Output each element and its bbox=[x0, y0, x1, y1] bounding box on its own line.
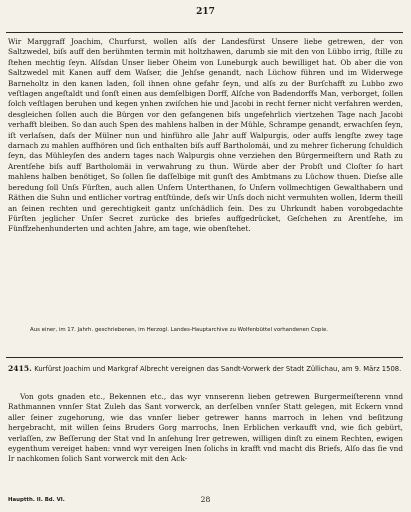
document-heading-text: Kurfürst Joachim und Markgraf Albrecht vereignen das Sandt-Vorwerk der Stadt Züllichau, am 9. März 1508. bbox=[34, 365, 402, 373]
document-number: 2415. bbox=[8, 364, 32, 373]
document-heading bbox=[8, 364, 403, 375]
header-rule bbox=[6, 32, 403, 33]
page-number: 217 bbox=[196, 7, 215, 17]
signature-mark: Hauptth. II. Bd. VI. bbox=[8, 497, 65, 503]
document-paragraph-1: Wir Marggraff Joachim, Churfurst, wollen alſs der Landesfürst Unsere liebe getrewen, der von Saltzwedel, biſs auff den berühmten termin mit holtzhawen, darumb sie mit den von Lübbo irrig, ſtille zu ſtehen mechtig ſeyn. Alſsdan Unser lieber Oheim von Luneburgk auch bewilliget hat. Ob aber die von Saltzwedel mit Kanen auff dem Waſser, die Jehſse genandt, nach Lüchow führen und im Widerwege Barneholtz in den kanen laden, ſoll ihnen ohne gefahr ſeyn, und alſs zu der Burſchafft zu Lubbo zwo veſtlagen angeſtaldt und ſonſt einen aus demſelbigen Dorff, Alſche von Badendorffs Man, verborget, ſollen ſolch veſtlagen beruhen und kegen ynhen zwiſchen hie und Jacobi in recht ferner nicht verfahren werden, desgleichen ſollen auch die Bürgen vor den gefangenen biſs ungefehrlich viertzehen Tage nach Jacobi verhafft bleiben. So dan auch Spen des mahlens halben in der Mühle, Schrampe genandt, erwachſen ſeyn, iſt verlaſsen, daſs der Mülner nun und hinführo alle Jahr auff Walpurgis, oder auffs lengſte zwey tage darnach zu mahlen auffhören und ſich enthalten biſs auff Bartholomäi, und zu mehrer ſicherung ſchuldich ſeyn, das Mühleyſen des andern tages nach Walpurgis ohne verziehen den Bürgermeiſtern und Rath zu Arentſehe biſs auff Bartholomäi in verwahrung zu thun. Würde aber der Probſt und Cloſter ſo hart mahlens halben benötiget, So ſollen ſie daſſelbige mit gunſt des Ambtmans zu Lüchow thuen. Dieſse alle beredung ſoll Unſs Fürſten, auch allen Unſern Unterthanen, ſo Unſern vollmechtigen Gewalthabern und Räthen die Suhn und entlicher vortrag entſtünde, deſs wir Unſs doch nicht vermuhten wollen, Iderm theill an ſeinen rechten und gerechtigkeit gantz unſchädlich ſein. Des zu Uhrkundt haben vorobgedachte Fürſten jeglicher Unſer Secret zurücke des briefes auffgedrücket, Geſchehen zu Arentſehe, im Fünffzehenhunderten und achten Jahre, am tage, wie obenſtehet. bbox=[8, 37, 403, 234]
document-paragraph-2: Von gots gnaden etc., Bekennen etc., das wyr vnnserenn lieben getrewen Burgermeiſterenn vnnd Rathmannen vnnſer Stat Zuleh das Sant vorwerck, an derſelben vnnſer Statt gelegen, mit Eckern vnnd aller ſeiner zugehorung, wie das vnnſer lieber getrewer hanns marroch in lehen vnd beſitzung hergebracht, mit willen ſeins Bruders Gorg marrochs, Inen Erblichen verkaufft vnd, wie ſich gebürt, verlaſſen, zw Beſſerung der Stat vnd In anſehung Irer getrewen, willigen dinſt zu einem Rechten, ewigen eygenthum vereiget haben: vnnd wyr vereigen Inen ſolichs in krafft vnd macht dis Briefs, Alſo das ſie vnd Ir nachkomen ſolich Sant vorwerck mit den Ack- bbox=[8, 392, 403, 464]
source-footnote: Aus einer, im 17. Jahrh. geschriebenen, im Herzogl. Landes-Hauptarchive zu Wolfenbüttel vorhandenen Copie. bbox=[30, 327, 329, 333]
section-rule bbox=[6, 357, 403, 358]
sheet-number: 28 bbox=[200, 495, 211, 504]
